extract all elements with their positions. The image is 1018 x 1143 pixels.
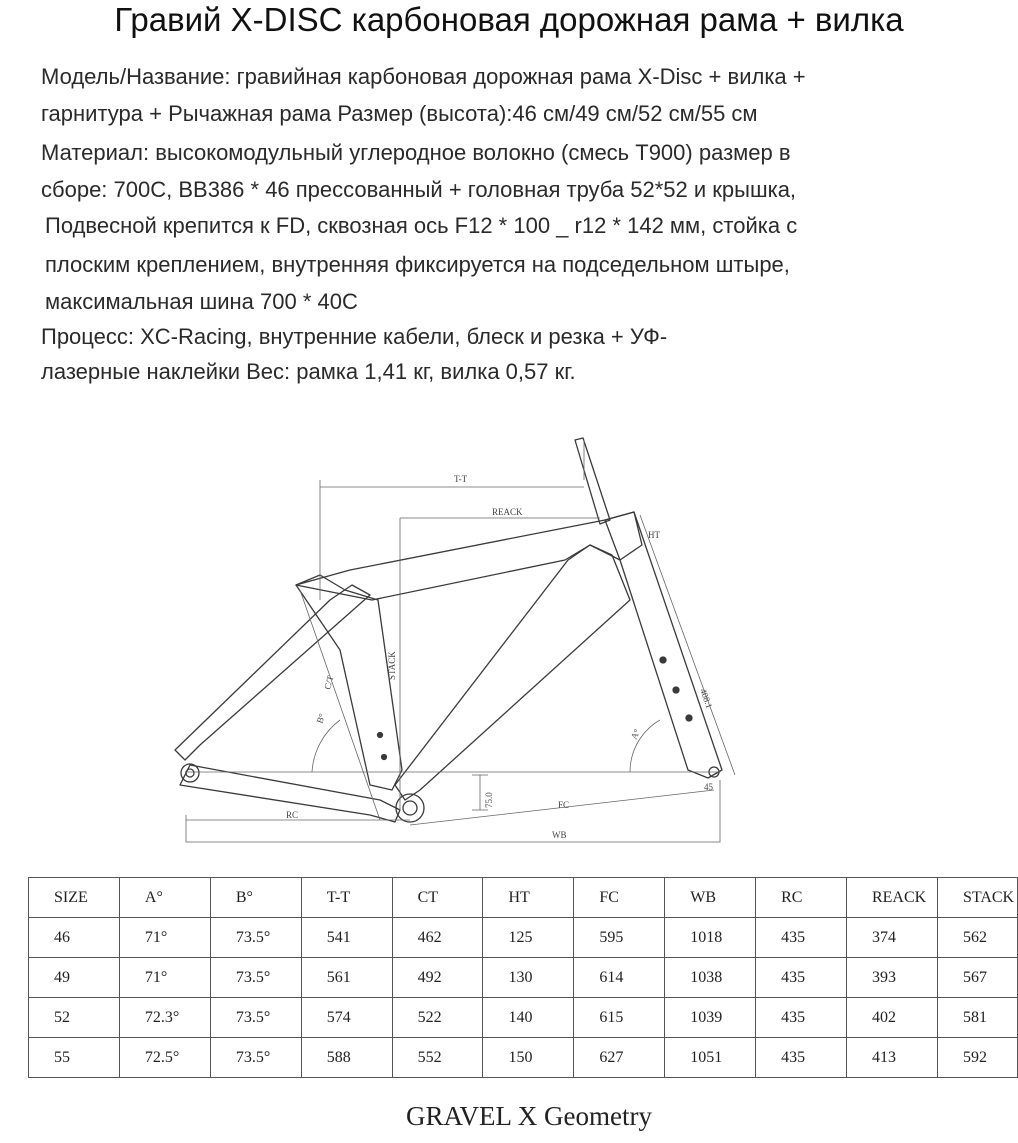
spec-line: лазерные наклейки Вес: рамка 1,41 кг, вилка 0,57 кг. xyxy=(41,359,576,384)
table-cell: 374 xyxy=(846,918,937,958)
ct-dimension-line xyxy=(300,590,380,820)
spec-line: плоским креплением, внутренняя фиксируется на подседельном штыре, xyxy=(45,252,790,277)
b-angle-label: B° xyxy=(314,712,328,725)
table-cell: 150 xyxy=(483,1038,574,1078)
stack-label: STACK xyxy=(387,651,397,680)
b-angle-arc xyxy=(312,720,340,772)
reack-label: REACK xyxy=(492,507,523,517)
wb-dimension-line xyxy=(186,780,720,842)
table-cell: 522 xyxy=(392,998,483,1038)
table-cell: 435 xyxy=(756,1038,847,1078)
header-reack: REACK xyxy=(846,878,937,918)
table-cell: 72.3° xyxy=(119,998,210,1038)
header-b-angle: B° xyxy=(210,878,301,918)
table-cell: 435 xyxy=(756,918,847,958)
spec-line: сборе: 700C, BB386 * 46 прессованный + головная труба 52*52 и крышка, xyxy=(41,177,797,202)
table-cell: 615 xyxy=(574,998,665,1038)
header-stack: STACK xyxy=(937,878,1017,918)
table-cell: 140 xyxy=(483,998,574,1038)
spec-line: Процесс: XC-Racing, внутренние кабели, блеск и резка + УФ- xyxy=(41,324,668,349)
header-ct: CT xyxy=(392,878,483,918)
table-cell: 541 xyxy=(301,918,392,958)
table-cell: 130 xyxy=(483,958,574,998)
fork-dimension-line xyxy=(640,515,735,775)
table-cell: 567 xyxy=(937,958,1017,998)
table-cell: 46 xyxy=(29,918,120,958)
rc-label: RC xyxy=(286,810,299,820)
a-angle-label: A° xyxy=(628,727,643,741)
seat-stay-outline xyxy=(175,585,370,760)
table-cell: 595 xyxy=(574,918,665,958)
table-cell: 561 xyxy=(301,958,392,998)
tt-label: T-T xyxy=(454,474,468,484)
ht-label: HT xyxy=(648,530,660,540)
table-header-row xyxy=(29,878,1018,918)
table-cell: 552 xyxy=(392,1038,483,1078)
table-cell: 125 xyxy=(483,918,574,958)
table-cell: 592 xyxy=(937,1038,1017,1078)
table-cell: 402 xyxy=(846,998,937,1038)
wb-label: WB xyxy=(552,830,567,840)
table-cell: 435 xyxy=(756,958,847,998)
h45-label: 45 xyxy=(704,782,713,792)
table-cell: 73.5° xyxy=(210,918,301,958)
reack-dimension-line xyxy=(400,518,600,810)
table-row xyxy=(29,918,1018,958)
table-cell: 71° xyxy=(119,918,210,958)
table-cell: 562 xyxy=(937,918,1017,958)
down-tube-outline xyxy=(395,545,630,800)
table-cell: 492 xyxy=(392,958,483,998)
table-row xyxy=(29,1038,1018,1078)
table-cell: 1051 xyxy=(665,1038,756,1078)
table-cell: 72.5° xyxy=(119,1038,210,1078)
table-cell: 1039 xyxy=(665,998,756,1038)
header-rc: RC xyxy=(756,878,847,918)
steerer-outline xyxy=(575,438,610,524)
header-wb: WB xyxy=(665,878,756,918)
figure-caption: GRAVEL X Geometry xyxy=(406,1101,652,1131)
table-cell: 581 xyxy=(937,998,1017,1038)
header-a-angle: A° xyxy=(119,878,210,918)
rear-dropout xyxy=(181,764,199,782)
top-tube-outline xyxy=(296,512,642,600)
table-cell: 1038 xyxy=(665,958,756,998)
table-cell: 435 xyxy=(756,998,847,1038)
table-cell: 1018 xyxy=(665,918,756,958)
table-cell: 73.5° xyxy=(210,1038,301,1078)
table-cell: 55 xyxy=(29,1038,120,1078)
spec-line: Материал: высокомодульный углеродное волокно (смесь T900) размер в xyxy=(41,140,791,165)
fc-label: FC xyxy=(558,800,570,810)
table-cell: 574 xyxy=(301,998,392,1038)
table-cell: 393 xyxy=(846,958,937,998)
page-title: Гравий X-DISC карбоновая дорожная рама + вилка xyxy=(114,1,904,38)
header-tt: T-T xyxy=(301,878,392,918)
table-row xyxy=(29,998,1018,1038)
fork-length-label: 408.1 xyxy=(698,687,715,710)
ct-label: C/T xyxy=(322,674,336,691)
table-cell: 462 xyxy=(392,918,483,958)
header-size: SIZE xyxy=(29,878,120,918)
table-cell: 71° xyxy=(119,958,210,998)
geometry-table xyxy=(28,877,1018,1078)
table-row xyxy=(29,958,1018,998)
table-cell: 49 xyxy=(29,958,120,998)
tt-dimension-line xyxy=(320,440,584,600)
table-cell: 73.5° xyxy=(210,998,301,1038)
spec-line: Модель/Название: гравийная карбоновая дорожная рама X-Disc + вилка + xyxy=(41,64,806,89)
spec-line: максимальная шина 700 * 40C xyxy=(45,289,358,314)
head-tube-fork-outline xyxy=(605,512,722,778)
table-cell: 614 xyxy=(574,958,665,998)
table-cell: 52 xyxy=(29,998,120,1038)
spec-line: Подвесной крепится к FD, сквозная ось F12 * 100 _ r12 * 142 мм, стойка с xyxy=(45,213,798,238)
a-angle-arc xyxy=(630,720,660,772)
spec-line: гарнитура + Рычажная рама Размер (высота):46 см/49 см/52 см/55 см xyxy=(41,101,758,126)
bb-drop-label: 75.0 xyxy=(484,792,494,808)
header-ht: HT xyxy=(483,878,574,918)
table-cell: 627 xyxy=(574,1038,665,1078)
table-cell: 73.5° xyxy=(210,958,301,998)
table-cell: 413 xyxy=(846,1038,937,1078)
header-fc: FC xyxy=(574,878,665,918)
table-cell: 588 xyxy=(301,1038,392,1078)
